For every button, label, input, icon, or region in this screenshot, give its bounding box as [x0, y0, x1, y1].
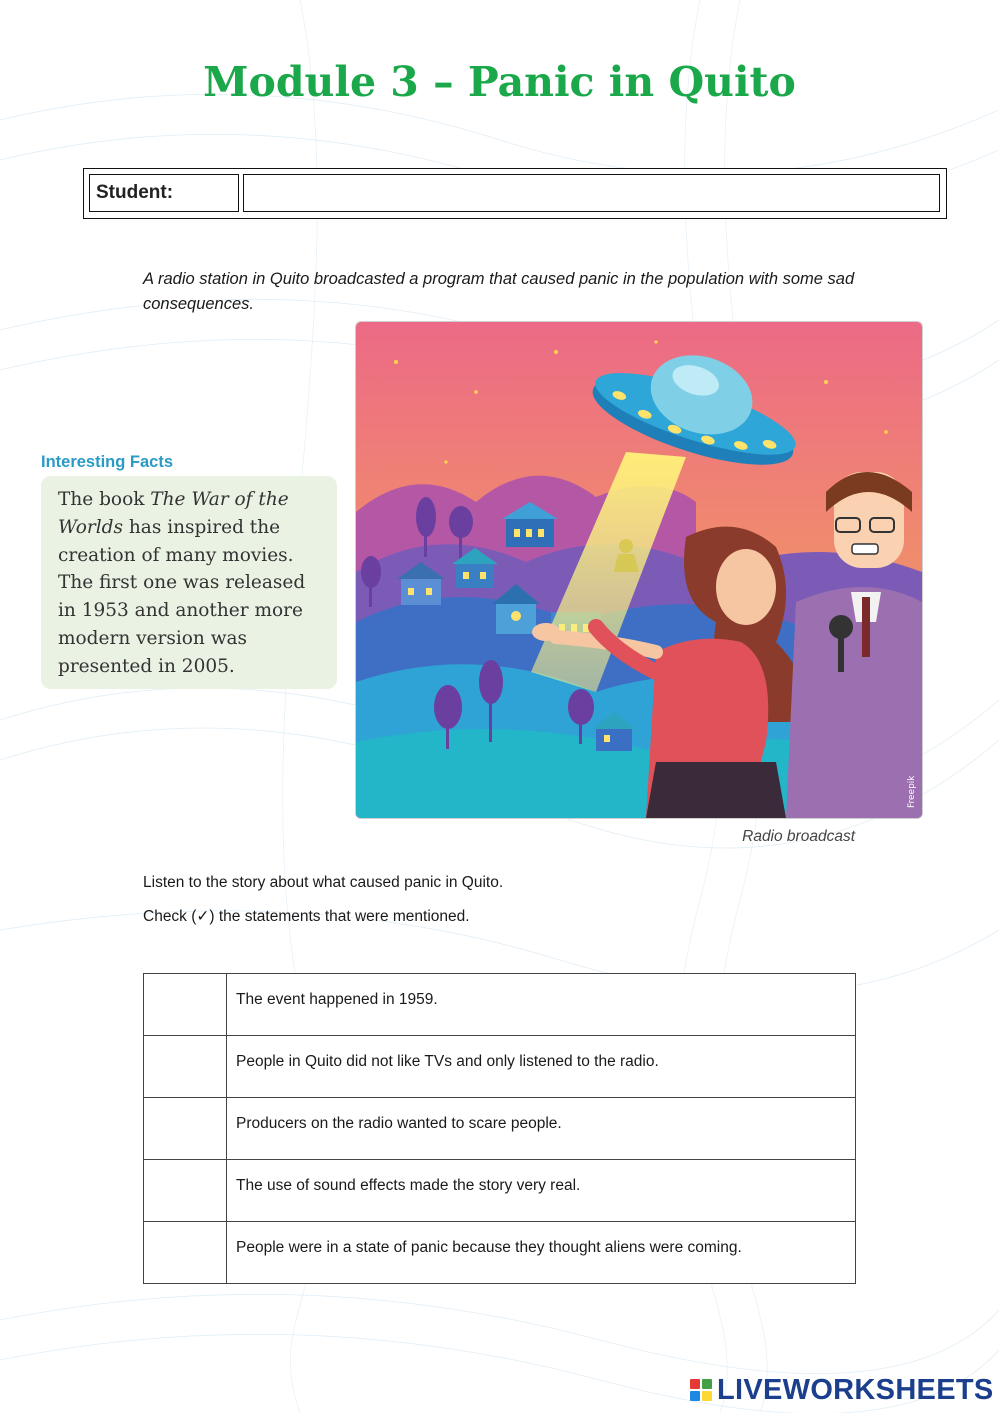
logo-square: [702, 1391, 712, 1401]
table-row: [144, 974, 856, 1036]
student-name-field[interactable]: [243, 174, 940, 212]
statement-label: People were in a state of panic because they thought aliens were coming.: [236, 1239, 742, 1256]
image-caption: Radio broadcast: [742, 828, 855, 845]
intro-text: A radio station in Quito broadcasted a program that caused panic in the population with some sad consequences.: [143, 270, 855, 313]
logo-grid-icon: [690, 1379, 712, 1401]
statement-text: [227, 1222, 856, 1284]
facts-box: [41, 476, 337, 689]
statement-text: [227, 1160, 856, 1222]
facts-book-title: The War of the Worlds: [58, 489, 289, 538]
statement-label: People in Quito did not like TVs and only listened to the radio.: [236, 1053, 659, 1070]
statement-label: Producers on the radio wanted to scare people.: [236, 1115, 562, 1132]
liveworksheets-logo[interactable]: [690, 1374, 994, 1406]
check-box[interactable]: [144, 1222, 227, 1284]
table-row: [144, 1098, 856, 1160]
logo-square: [690, 1391, 700, 1401]
table-row: [144, 1222, 856, 1284]
illustration-credit: Freepik: [907, 775, 917, 808]
logo-square: [702, 1379, 712, 1389]
ufo-illustration: [356, 322, 922, 818]
facts-text-before: The book: [58, 489, 151, 510]
check-box[interactable]: [144, 1098, 227, 1160]
table-row: [144, 1160, 856, 1222]
logo-square: [690, 1379, 700, 1389]
facts-title: Interesting Facts: [41, 453, 174, 471]
instruction-check: Check (✓) the statements that were mentioned.: [143, 908, 470, 925]
statement-label: The use of sound effects made the story very real.: [236, 1177, 581, 1194]
student-row: [83, 168, 947, 219]
student-label: Student:: [89, 174, 239, 212]
page-title: Module 3 – Panic in Quito: [203, 58, 796, 106]
check-box[interactable]: [144, 1160, 227, 1222]
statement-text: [227, 1036, 856, 1098]
check-box[interactable]: [144, 1036, 227, 1098]
instruction-listen: Listen to the story about what caused panic in Quito.: [143, 874, 504, 891]
statement-text: [227, 1098, 856, 1160]
facts-text-after: has inspired the creation of many movies. The first one was released in 1953 and another more modern version was presented in 2005.: [58, 516, 306, 677]
table-row: [144, 1036, 856, 1098]
statement-text: [227, 974, 856, 1036]
check-box[interactable]: [144, 974, 227, 1036]
statement-label: The event happened in 1959.: [236, 991, 438, 1008]
logo-text: LIVEWORKSHEETS: [717, 1374, 994, 1406]
statements-table: [143, 973, 856, 1284]
